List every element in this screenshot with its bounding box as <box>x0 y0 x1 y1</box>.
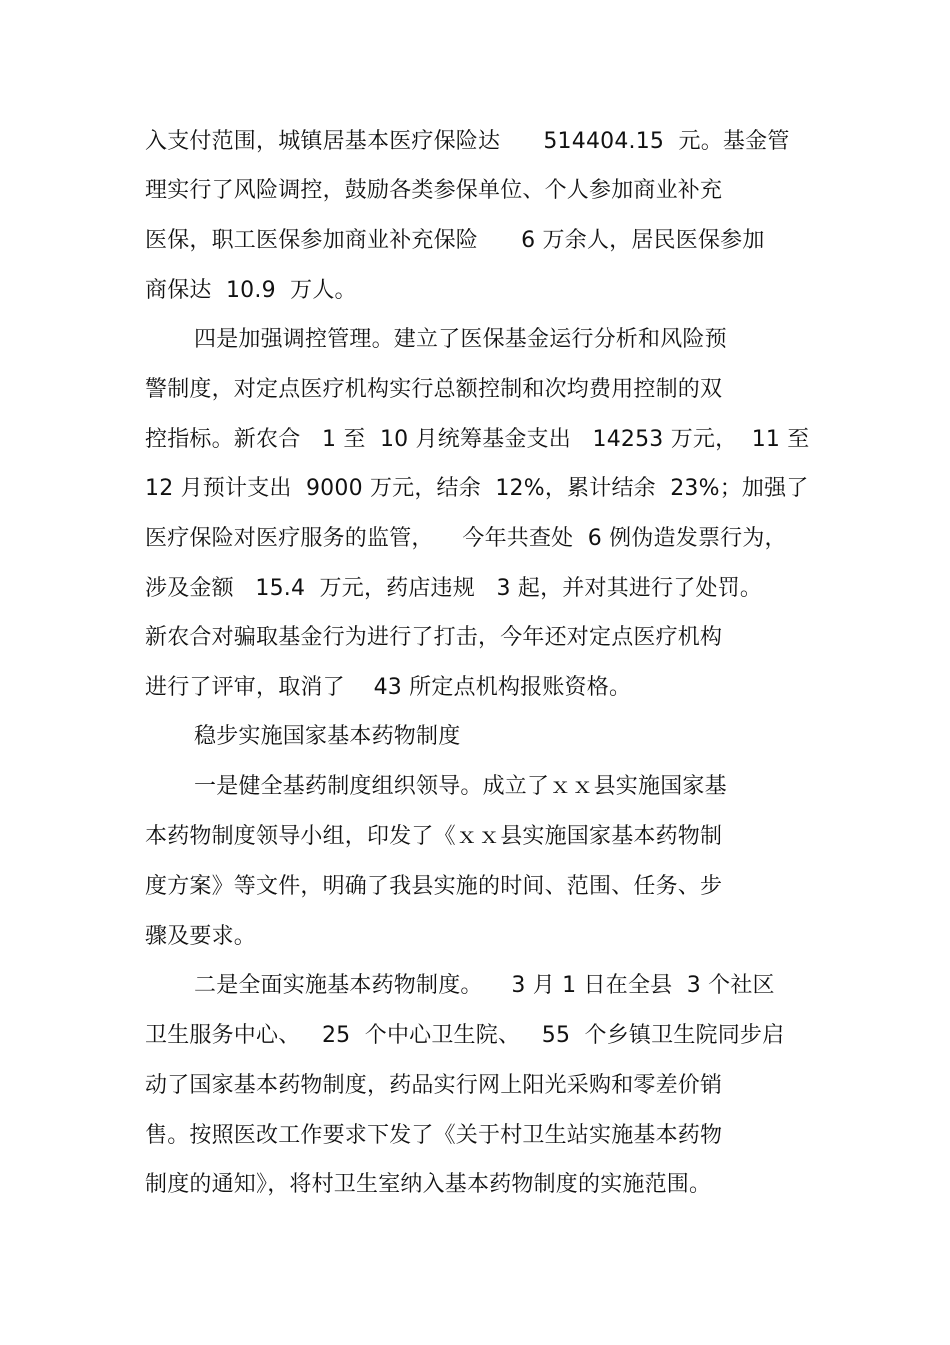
paragraph-start-line: 二是全面实施基本药物制度。 3 月 1 日在全县 3 个社区 <box>194 973 775 998</box>
text-line: 警制度，对定点医疗机构实行总额控制和次均费用控制的双 <box>145 377 723 402</box>
text-line: 医保，职工医保参加商业补充保险 6 万余人，居民医保参加 <box>145 228 765 253</box>
text-line: 骤及要求。 <box>145 924 257 949</box>
text-line: 医疗保险对医疗服务的监管， 今年共查处 6 例伪造发票行为， <box>145 526 787 551</box>
text-line: 控指标。新农合 1 至 10 月统筹基金支出 14253 万元， 11 至 <box>145 427 810 452</box>
text-line: 入支付范围，城镇居基本医疗保险达 514404.15 元。基金管 <box>145 129 790 154</box>
section-heading: 稳步实施国家基本药物制度 <box>194 724 461 749</box>
paragraph-start-line: 一是健全基药制度组织领导。成立了ｘｘ县实施国家基 <box>194 774 727 799</box>
paragraph-start-line: 四是加强调控管理。建立了医保基金运行分析和风险预 <box>194 327 727 352</box>
text-line: 进行了评审，取消了 43 所定点机构报账资格。 <box>145 675 632 700</box>
text-line: 度方案》等文件，明确了我县实施的时间、范围、任务、步 <box>145 874 723 899</box>
text-line: 新农合对骗取基金行为进行了打击，今年还对定点医疗机构 <box>145 625 723 650</box>
text-line: 本药物制度领导小组，印发了《ｘｘ县实施国家基本药物制 <box>145 824 723 849</box>
text-line: 商保达 10.9 万人。 <box>145 278 357 303</box>
text-line: 卫生服务中心、 25 个中心卫生院、 55 个乡镇卫生院同步启 <box>145 1023 785 1048</box>
text-line: 制度的通知》，将村卫生室纳入基本药物制度的实施范围。 <box>145 1172 712 1197</box>
text-line: 涉及金额 15.4 万元，药店违规 3 起，并对其进行了处罚。 <box>145 576 763 601</box>
text-line: 12 月预计支出 9000 万元，结余 12%，累计结余 23%；加强了 <box>145 476 809 501</box>
text-line: 理实行了风险调控，鼓励各类参保单位、个人参加商业补充 <box>145 178 723 203</box>
text-line: 动了国家基本药物制度，药品实行网上阳光采购和零差价销 <box>145 1073 723 1098</box>
text-line: 售。按照医改工作要求下发了《关于村卫生站实施基本药物 <box>145 1123 723 1148</box>
